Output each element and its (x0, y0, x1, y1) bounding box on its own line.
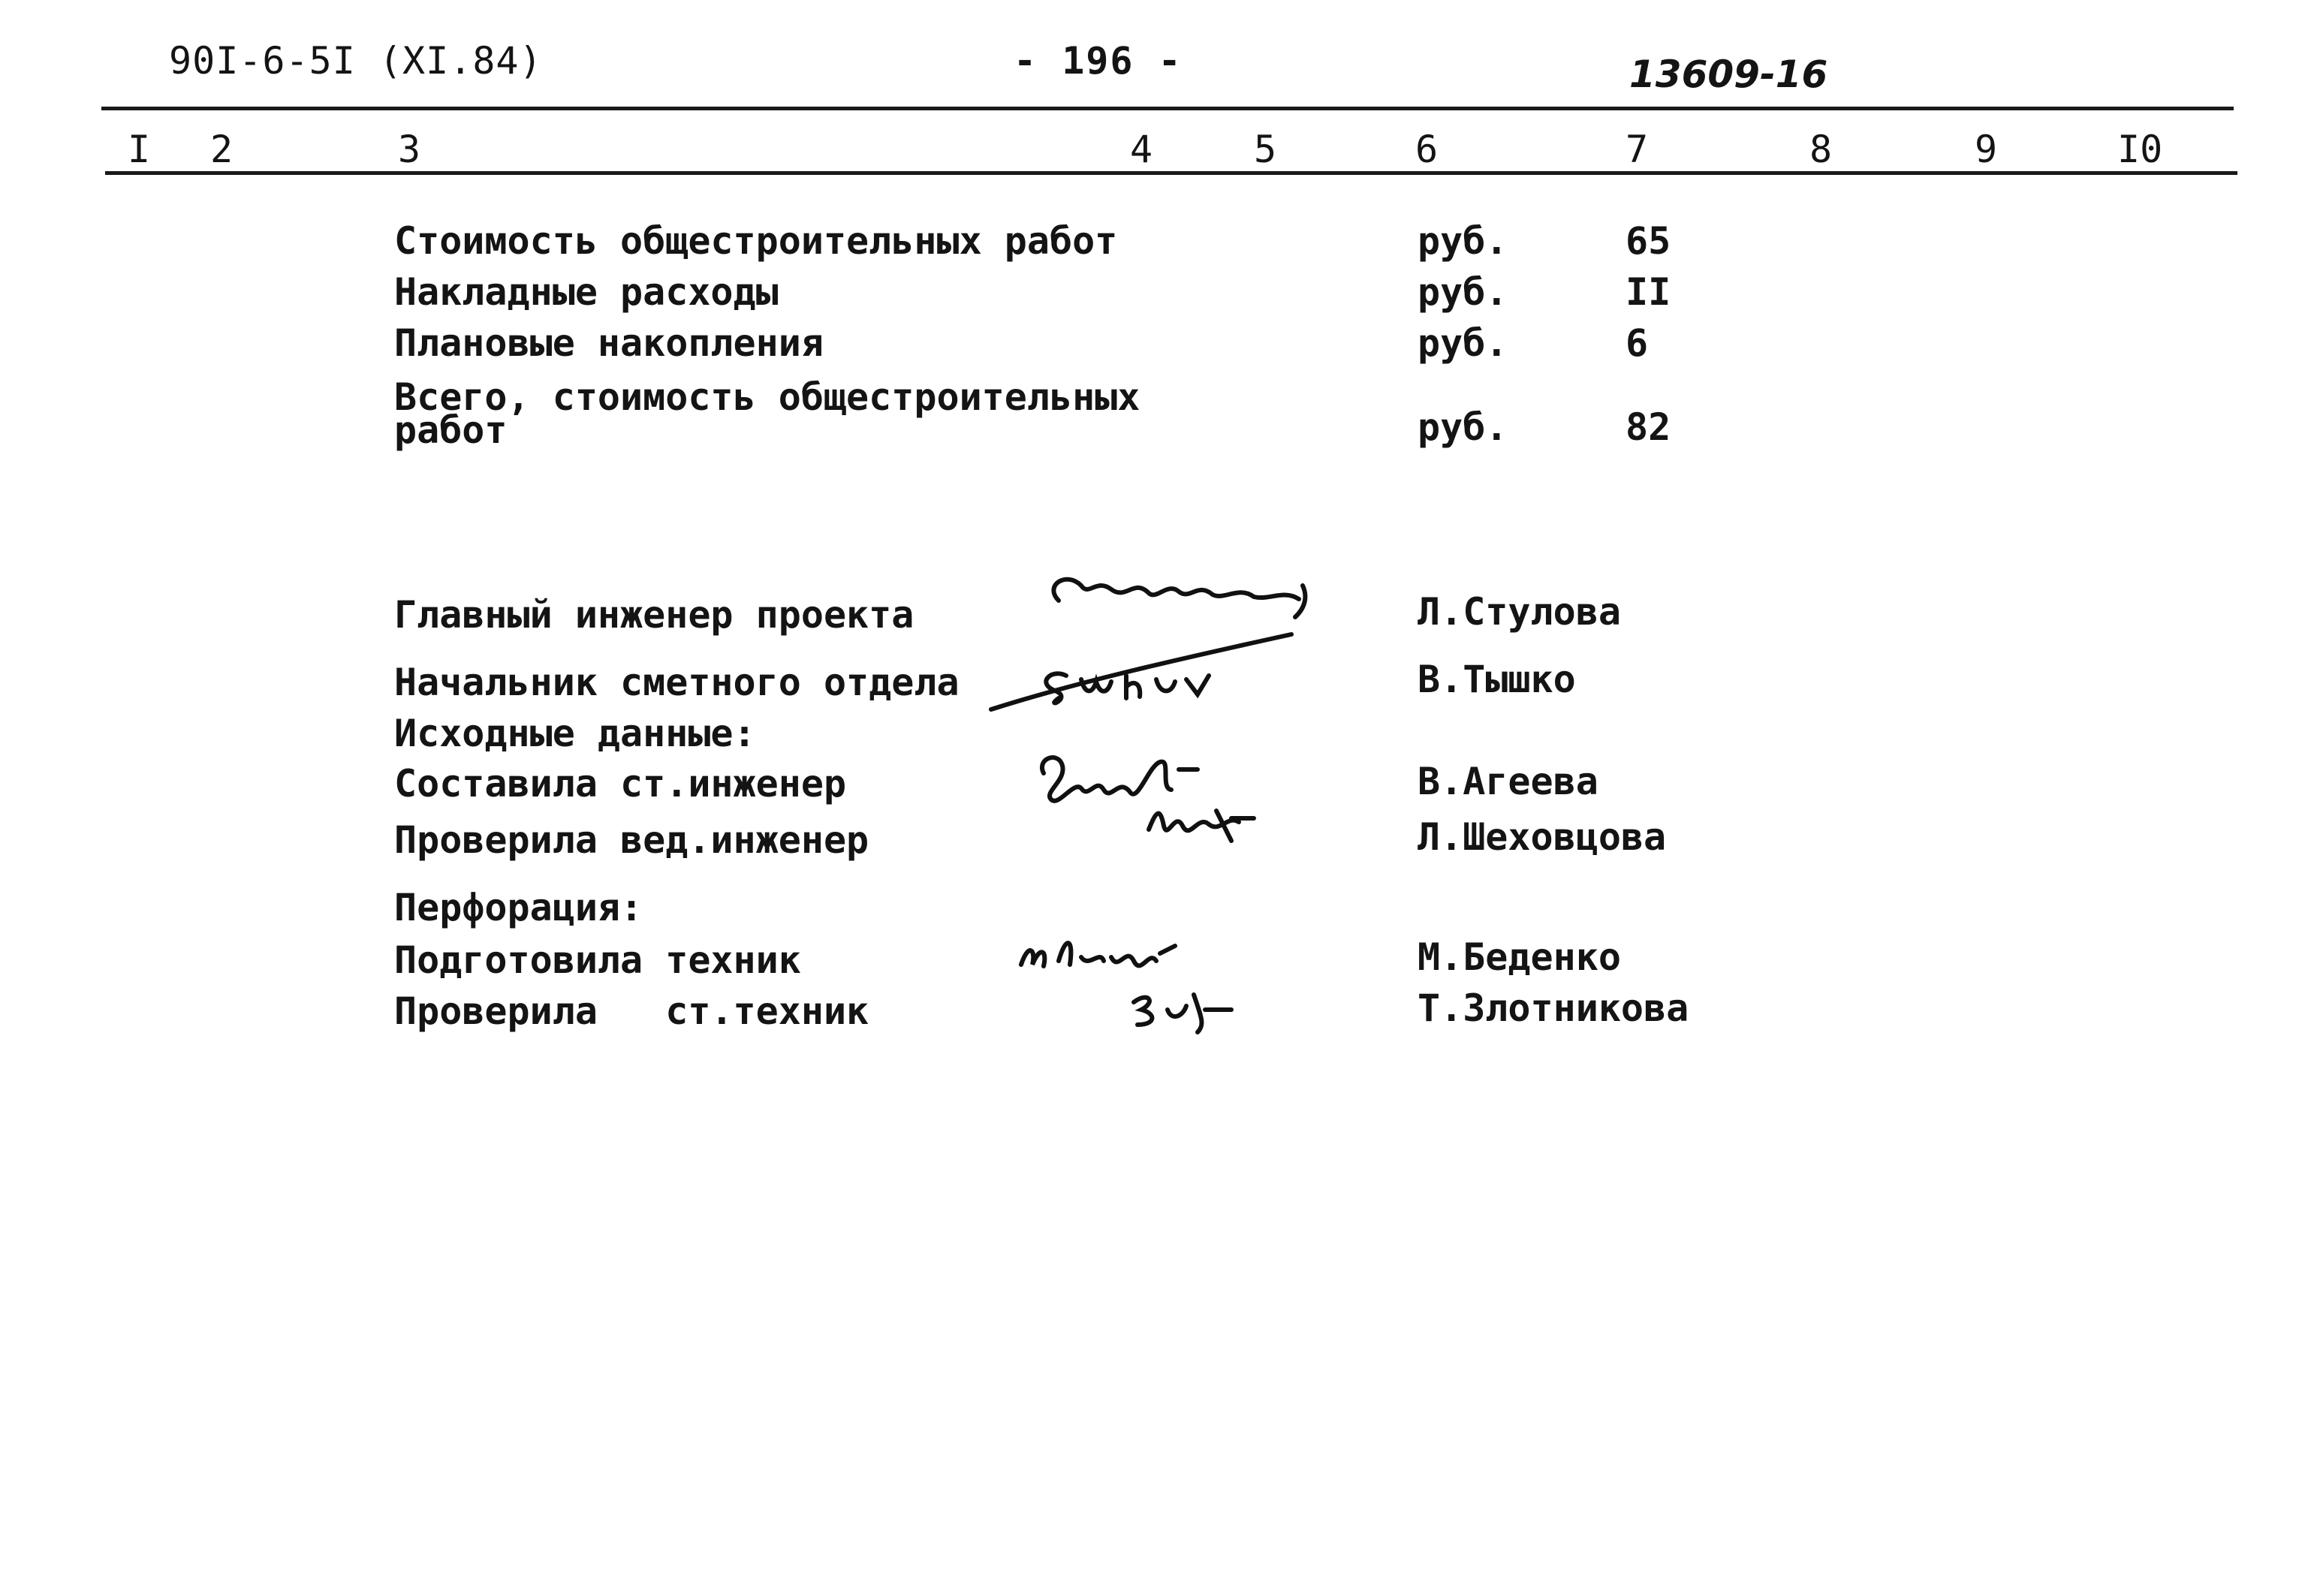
cost-value-general-works: 65 (1626, 219, 1671, 263)
role-compiled: Составила ст.инженер (394, 762, 847, 806)
cost-label-general-works: Стоимость общестроительных работ (394, 219, 1118, 263)
role-chief-engineer: Главный инженер проекта (394, 593, 914, 637)
perforation-heading: Перфорация: (394, 886, 643, 929)
cost-label-overhead: Накладные расходы (394, 270, 779, 314)
cost-unit-general-works: руб. (1418, 219, 1508, 263)
source-data-heading: Исходные данные: (394, 712, 756, 755)
column-number-7: 7 (1626, 128, 1649, 171)
role-checked-tech: Проверила ст.техник (394, 989, 869, 1033)
column-number-1: I (128, 128, 151, 171)
cost-value-total: 82 (1626, 405, 1671, 449)
name-chief-engineer: Л.Стулова (1418, 590, 1621, 634)
name-compiled: В.Агеева (1418, 760, 1598, 803)
document-code: 90I-6-5I (XI.84) (169, 39, 543, 83)
handwritten-sheet-number: 13609-16 (1629, 53, 1828, 96)
column-number-8: 8 (1809, 128, 1833, 171)
header-rule-bottom (105, 171, 2237, 175)
column-number-5: 5 (1254, 128, 1277, 171)
cost-label-total-line2: работ (394, 408, 508, 452)
header-rule-top (101, 107, 2234, 110)
signature-estimate-head (984, 623, 1299, 721)
signature-prepared-and-checked-tech (1006, 920, 1276, 1040)
cost-label-planned-savings: Плановые накопления (394, 321, 824, 365)
role-checked-lead: Проверила вед.инженер (394, 818, 869, 862)
column-number-6: 6 (1415, 128, 1439, 171)
cost-unit-planned-savings: руб. (1418, 321, 1508, 365)
role-prepared-tech: Подготовила техник (394, 938, 801, 982)
column-number-3: 3 (398, 128, 421, 171)
name-checked-tech: Т.Злотникова (1418, 986, 1689, 1030)
cost-value-overhead: II (1626, 270, 1671, 314)
column-number-4: 4 (1130, 128, 1153, 171)
cost-value-planned-savings: 6 (1626, 321, 1649, 365)
column-number-9: 9 (1975, 128, 1998, 171)
cost-unit-total: руб. (1418, 405, 1508, 449)
cost-label-total-line1: Всего, стоимость общестроительных (394, 375, 1140, 419)
signature-compiled-and-checked (1029, 736, 1299, 856)
cost-unit-overhead: руб. (1418, 270, 1508, 314)
name-estimate-head: В.Тышко (1418, 658, 1576, 701)
page-number: - 196 - (1014, 39, 1183, 83)
column-number-2: 2 (210, 128, 234, 171)
column-number-10: I0 (2117, 128, 2163, 171)
name-checked-lead: Л.Шеховцова (1418, 815, 1667, 859)
role-estimate-head: Начальник сметного отдела (394, 661, 960, 704)
name-prepared-tech: М.Беденко (1418, 935, 1621, 979)
